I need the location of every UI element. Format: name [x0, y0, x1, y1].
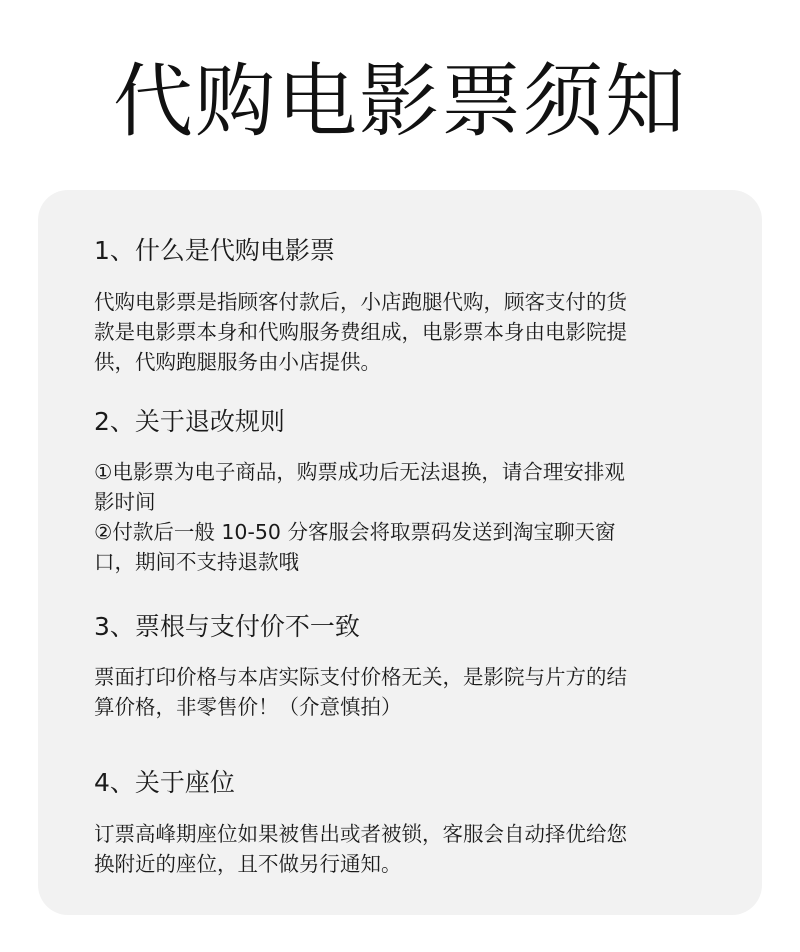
section-what-is-proxy-ticket — [94, 234, 714, 377]
section-heading: 1、什么是代购电影票 — [94, 236, 335, 265]
section-heading: 4、关于座位 — [94, 768, 235, 797]
section-heading: 3、票根与支付价不一致 — [94, 612, 360, 641]
body-line: 算价格，非零售价！（介意慎拍） — [94, 695, 402, 719]
body-line: 影时间 — [94, 490, 156, 514]
body-line: 票面打印价格与本店实际支付价格无关，是影院与片方的结 — [94, 665, 627, 689]
body-line: 供，代购跑腿服务由小店提供。 — [94, 350, 381, 374]
body-line: 口，期间不支持退款哦 — [94, 550, 299, 574]
section-body — [94, 819, 714, 879]
notice-card — [38, 190, 762, 915]
body-line: ②付款后一般 10-50 分客服会将取票码发送到淘宝聊天窗 — [94, 520, 616, 544]
body-line: 代购电影票是指顾客付款后，小店跑腿代购，顾客支付的货 — [94, 290, 627, 314]
section-price-mismatch — [94, 610, 714, 722]
section-body — [94, 287, 714, 377]
body-line: 换附近的座位，且不做另行通知。 — [94, 852, 402, 876]
section-refund-rules — [94, 405, 714, 577]
page-title: 代购电影票须知 — [113, 55, 687, 148]
section-seating — [94, 766, 714, 879]
body-line: ①电影票为电子商品，购票成功后无法退换，请合理安排观 — [94, 460, 625, 484]
section-body — [94, 662, 714, 722]
section-body — [94, 457, 714, 577]
section-heading: 2、关于退改规则 — [94, 407, 285, 436]
body-line: 款是电影票本身和代购服务费组成，电影票本身由电影院提 — [94, 320, 627, 344]
body-line: 订票高峰期座位如果被售出或者被锁，客服会自动择优给您 — [94, 822, 627, 846]
